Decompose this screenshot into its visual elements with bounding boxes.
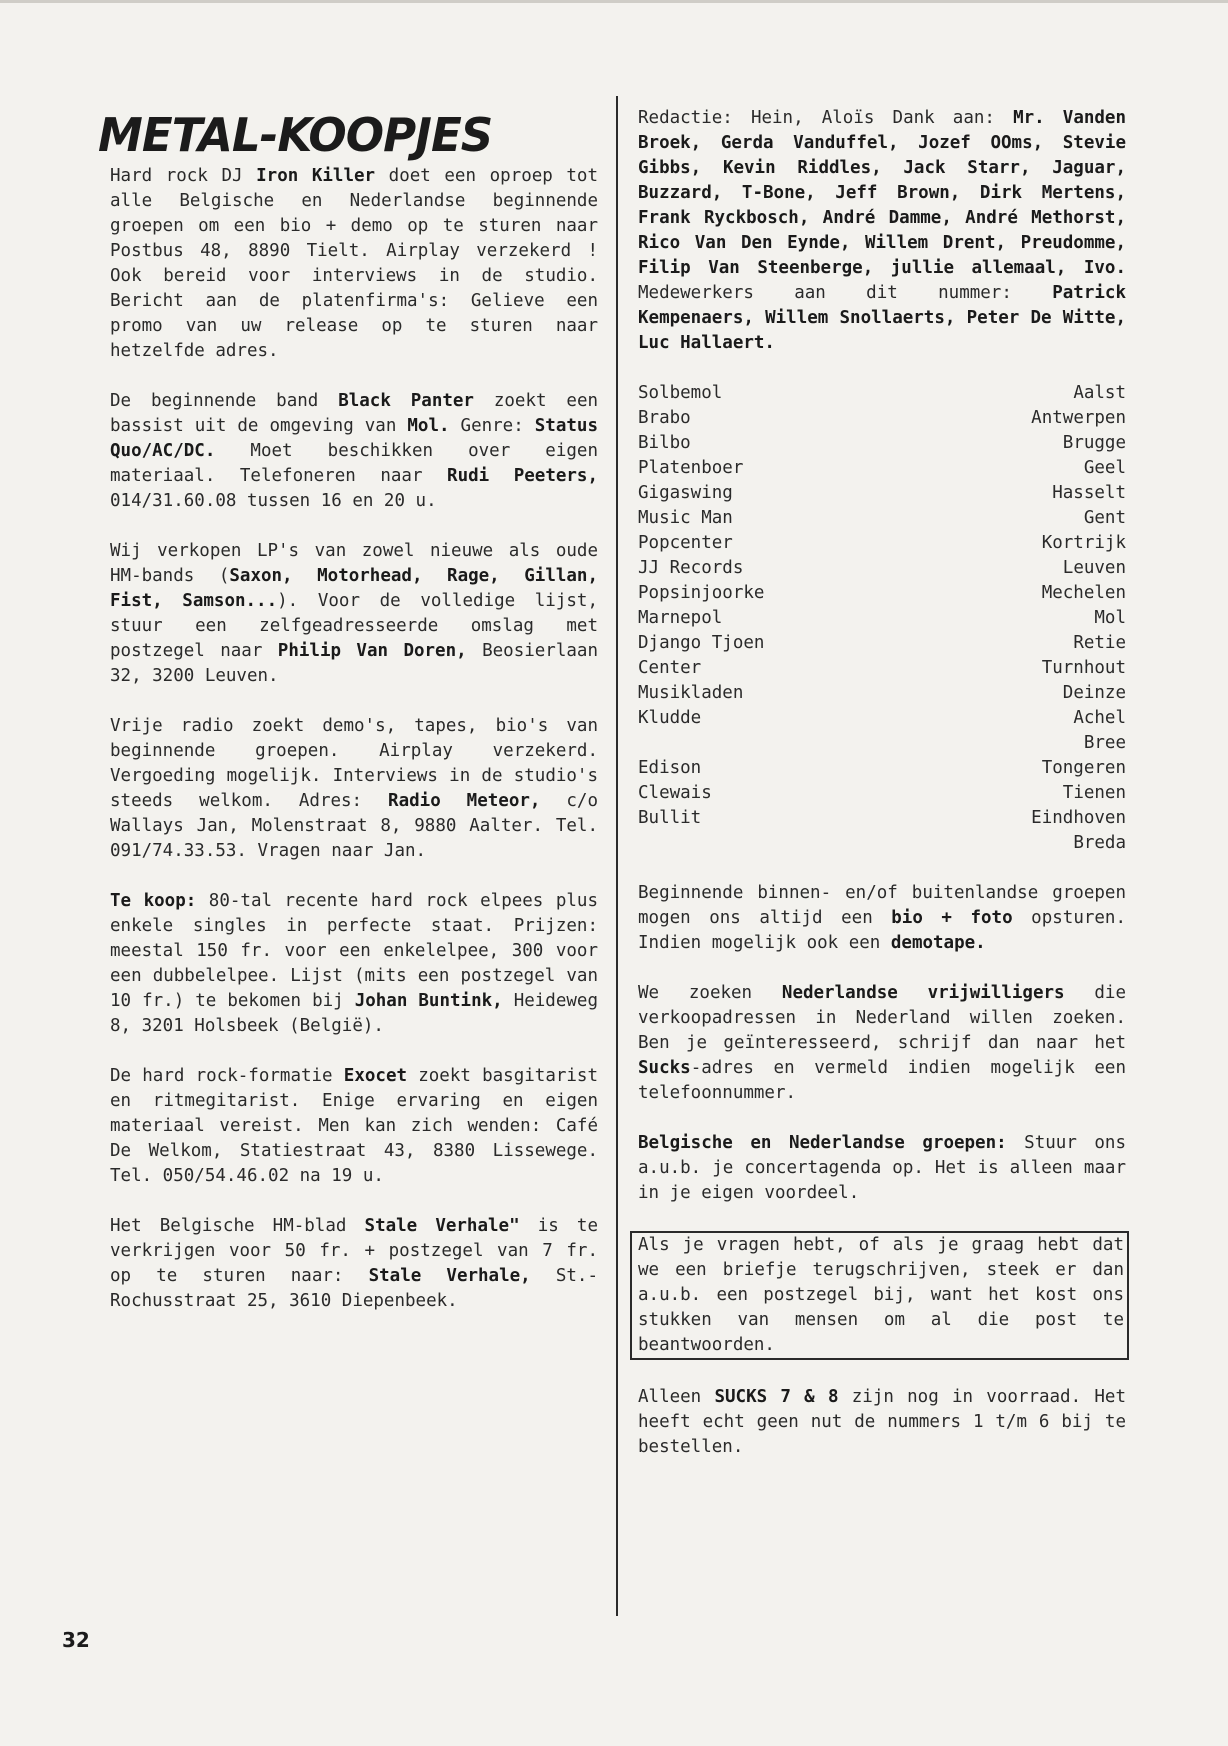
text-run: 80-tal recente hard rock elpees plus enkele singles in perfecte staat. Prijzen: meestal 150 fr. voor een enkelelpee, 300 voor een dubbelelpee. Lijst (mits een postzegel van 10 fr.) te bekomen bij	[110, 891, 599, 1011]
store-row	[638, 406, 1126, 431]
bold-text: Rudi Peeters,	[447, 466, 599, 486]
store-name: Musikladen	[638, 683, 744, 703]
store-city: Kortrijk	[1041, 533, 1126, 553]
bold-text: Patrick Kempenaers, Willem Snollaerts, Peter De Witte, Luc Hallaert.	[638, 283, 1126, 353]
text-run: Redactie: Hein, Aloïs Dank aan:	[638, 108, 1014, 128]
text-run: Het Belgische HM-blad	[110, 1216, 365, 1236]
text-run: Wij verkopen LP's van zowel nieuwe als oude HM-bands (	[110, 541, 598, 586]
store-row	[638, 556, 1126, 581]
closing-note	[638, 1385, 1126, 1460]
store-name: Clewais	[638, 783, 712, 803]
bold-text: Black Panter	[338, 391, 474, 411]
store-row	[638, 481, 1126, 506]
store-row	[638, 581, 1126, 606]
store-row	[638, 381, 1126, 406]
store-row	[638, 606, 1126, 631]
store-row	[638, 781, 1126, 806]
store-name: Kludde	[638, 708, 702, 728]
store-city: Tongeren	[1041, 758, 1126, 778]
store-row	[638, 681, 1126, 706]
left-column	[110, 164, 598, 1314]
text-run: -adres en vermeld indien mogelijk een telefoonnummer.	[638, 1058, 1126, 1103]
text-run: Heideweg 8, 3201 Holsbeek (België).	[110, 991, 598, 1036]
store-name: Bilbo	[638, 433, 691, 453]
bold-text: Iron Killer	[256, 166, 376, 186]
store-name: Music Man	[638, 508, 733, 528]
store-city: Bree	[1083, 733, 1126, 753]
classified-ad	[110, 889, 598, 1039]
info-paragraph	[638, 881, 1126, 956]
store-row	[638, 831, 1126, 856]
info-paragraph	[638, 1131, 1126, 1206]
text-run: Beginnende binnen- en/of buitenlandse groepen mogen ons altijd een	[638, 883, 1126, 928]
store-row	[638, 506, 1126, 531]
text-run: Moet beschikken over eigen materiaal. Telefoneren naar	[110, 441, 598, 486]
text-run: Hard rock DJ	[110, 166, 257, 186]
classified-ad	[110, 714, 598, 864]
classified-ad	[110, 539, 598, 689]
text-run: St.-Rochusstraat 25, 3610 Diepenbeek.	[110, 1266, 598, 1311]
classified-ad	[110, 1064, 598, 1189]
store-name: Popcenter	[638, 533, 733, 553]
store-row	[638, 731, 1126, 756]
text-run: Genre:	[449, 416, 535, 436]
bold-text: Belgische en Nederlandse groepen:	[638, 1133, 1007, 1153]
text-run: Vrije radio zoekt demo's, tapes, bio's van beginnende groepen. Airplay verzekerd. Vergoeding mogelijk. Interviews in de studio's steeds welkom. Adres:	[110, 716, 598, 811]
page-number: 32	[62, 1628, 90, 1652]
store-city: Eindhoven	[1031, 808, 1126, 828]
page-top-edge	[0, 0, 1228, 3]
store-row	[638, 631, 1126, 656]
store-name: Platenboer	[638, 458, 744, 478]
text-run: zoekt basgitarist en ritmegitarist. Enige ervaring en eigen materiaal vereist. Men kan zich wenden: Café De Welkom, Statiestraat 43, 8380 Lissewege. Tel. 050/54.46.02 na 19 u.	[110, 1066, 598, 1186]
bold-text: bio + foto	[891, 908, 1013, 928]
text-run: is te verkrijgen voor 50 fr. + postzegel van 7 fr. op te sturen naar:	[110, 1216, 598, 1286]
column-divider	[616, 96, 618, 1616]
store-city: Retie	[1073, 633, 1126, 653]
store-city: Mechelen	[1041, 583, 1126, 603]
page-title: METAL-KOOPJES	[98, 108, 493, 162]
text-run: De hard rock-formatie	[110, 1066, 344, 1086]
store-city: Brugge	[1062, 433, 1126, 453]
store-row	[638, 656, 1126, 681]
store-name: Bullit	[638, 808, 702, 828]
text-run: opsturen. Indien mogelijk ook een	[638, 908, 1127, 953]
text-run: zijn nog in voorraad. Het heeft echt geen nut de nummers 1 t/m 6 bij te bestellen.	[638, 1387, 1126, 1457]
bold-text: SUCKS 7 & 8	[714, 1387, 839, 1407]
store-city: Antwerpen	[1031, 408, 1126, 428]
text-run: die verkoopadressen in Nederland willen zoeken. Ben je geïnteresseerd, schrijf dan naar het	[638, 983, 1126, 1053]
bold-text: demotape.	[890, 933, 986, 953]
bold-text: Exocet	[343, 1066, 408, 1086]
store-name: Edison	[638, 758, 702, 778]
classified-ad	[110, 389, 598, 514]
store-name: Django Tjoen	[638, 633, 765, 653]
store-row	[638, 706, 1126, 731]
classified-ad	[110, 1214, 598, 1314]
notice-text: Als je vragen hebt, of als je graag hebt dat we een briefje terugschrijven, steek er dan a.u.b. een postzegel bij, want het kost ons stukken van mensen om al die post te beantwoorden.	[638, 1235, 1124, 1355]
store-name: Gigaswing	[638, 483, 733, 503]
text-run: Medewerkers aan dit nummer:	[638, 283, 1053, 303]
store-row	[638, 531, 1126, 556]
store-row	[638, 456, 1126, 481]
store-city: Mol	[1094, 608, 1126, 628]
bold-text: Radio Meteor,	[388, 791, 541, 811]
store-city: Breda	[1073, 833, 1126, 853]
bold-text: Nederlandse vrijwilligers	[781, 983, 1065, 1003]
store-name: Marnepol	[638, 608, 723, 628]
text-run: 014/31.60.08 tussen 16 en 20 u.	[110, 491, 437, 511]
info-paragraph	[638, 981, 1126, 1106]
text-run: doet een oproep tot alle Belgische en Nederlandse beginnende groepen om een bio + demo op te sturen naar Postbus 48, 8890 Tielt. Airplay verzekerd ! Ook bereid voor interviews in de studio. Bericht aan de platenfirma's: Gelieve een promo van uw release op te sturen naar hetzelfde adres.	[110, 166, 598, 361]
text-run: c/o Wallays Jan, Molenstraat 8, 9880 Aalter. Tel. 091/74.33.53. Vragen naar Jan.	[110, 791, 598, 861]
store-city: Tienen	[1062, 783, 1126, 803]
store-city: Turnhout	[1041, 658, 1126, 678]
store-name: Center	[638, 658, 702, 678]
store-name: JJ Records	[638, 558, 744, 578]
store-city: Geel	[1083, 458, 1126, 478]
bold-text: Saxon, Motorhead, Rage, Gillan, Fist, Samson...	[110, 566, 598, 611]
store-city: Aalst	[1073, 383, 1126, 403]
bold-text: Sucks	[638, 1058, 691, 1078]
store-row	[638, 431, 1126, 456]
store-city: Hasselt	[1052, 483, 1126, 503]
classified-ad	[110, 164, 598, 364]
text-run: Alleen	[638, 1387, 715, 1407]
text-run: De beginnende band	[110, 391, 339, 411]
store-city: Leuven	[1062, 558, 1126, 578]
store-city: Deinze	[1062, 683, 1126, 703]
bold-text: Mol.	[407, 416, 450, 436]
text-run: We zoeken	[638, 983, 782, 1003]
bold-text: Johan Buntink,	[354, 991, 503, 1011]
text-run: ). Voor de volledige lijst, stuur een zelfgeadresseerde omslag met postzegel naar	[110, 591, 598, 661]
text-run: Stuur ons a.u.b. je concertagenda op. Het is alleen maar in je eigen voordeel.	[638, 1133, 1126, 1203]
bold-text: Stale Verhale,	[368, 1266, 531, 1286]
bold-text: Philip Van Doren,	[277, 641, 467, 661]
store-row	[638, 756, 1126, 781]
store-city: Achel	[1073, 708, 1126, 728]
credits	[638, 106, 1126, 356]
bold-text: Status Quo/AC/DC.	[110, 416, 598, 461]
right-column	[638, 106, 1126, 1460]
bold-text: Te koop:	[110, 891, 197, 911]
notice-box	[630, 1231, 1129, 1360]
bold-text: Stale Verhale"	[364, 1216, 520, 1236]
bold-text: Mr. Vanden Broek, Gerda Vanduffel, Jozef OOms, Stevie Gibbs, Kevin Riddles, Jack Starr, Jaguar, Buzzard, T-Bone, Jeff Brown, Dirk Mertens, Frank Ryckbosch, André Damme, André Methorst, Rico Van Den Eynde, Willem Drent, Preudomme, Filip Van Steenberge, jullie allemaal, Ivo.	[638, 108, 1127, 278]
store-name: Popsinjoorke	[638, 583, 765, 603]
store-name: Solbemol	[638, 383, 723, 403]
store-list	[638, 381, 1126, 856]
store-city: Gent	[1083, 508, 1126, 528]
store-row	[638, 806, 1126, 831]
text-run: Beosierlaan 32, 3200 Leuven.	[110, 641, 598, 686]
text-run: zoekt een bassist uit de omgeving van	[110, 391, 599, 436]
store-name: Brabo	[638, 408, 691, 428]
